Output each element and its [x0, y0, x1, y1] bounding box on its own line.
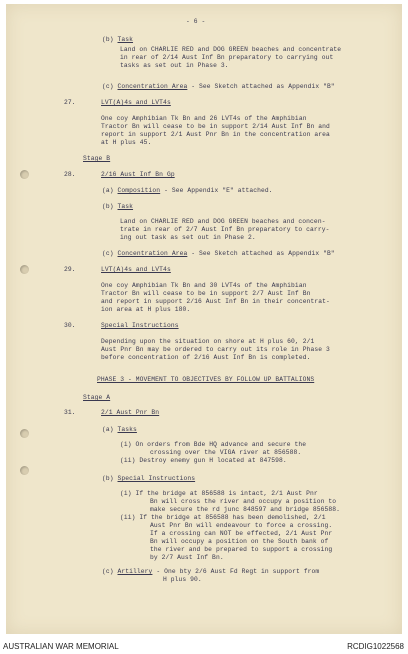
text-line-n30-l1: Depending upon the situation on shore at H plus 60, 2/1: [101, 338, 315, 345]
text-line-n30-head: Special Instructions: [101, 322, 179, 329]
text-line-n31-a: (a) Tasks: [102, 426, 137, 433]
text-line-n27: 27.: [64, 99, 76, 106]
footer-id: RCDIG1022568: [347, 642, 404, 651]
text-line-c-conc-area: (c) Concentration Area - See Sketch attached as Appendix "B": [102, 83, 335, 90]
text-line-n30-l2: Aust Pnr Bn may be ordered to carry out its role in Phase 3: [101, 346, 330, 353]
text-line-b-task-label: (b) Task: [102, 36, 134, 43]
text-line-n28-head: 2/16 Aust Inf Bn Gp: [101, 171, 175, 178]
text-line-n31-b-ii2: Aust Pnr Bn will endeavour to force a crossing.: [150, 522, 333, 529]
text-line-n31-c: (c) Artillery - One bty 2/6 Aust Fd Regt in support from: [102, 568, 320, 575]
text-line-n27-l4: at H plus 45.: [101, 139, 152, 146]
text-line-stage-a: Stage A: [83, 394, 111, 401]
text-line-n28-b-l2: trate in rear of 2/7 Aust Inf Bn preparatory to carry-: [120, 226, 330, 233]
text-line-n31-b-ii6: by 2/7 Aust Inf Bn.: [150, 554, 224, 561]
text-line-b-task-l1: Land on CHARLIE RED and DOG GREEN beaches and concentrate: [120, 46, 342, 53]
text-line-n31-b-ii: (ii) If the bridge at 856588 has been demolished, 2/1: [120, 514, 326, 521]
text-line-n28-a: (a) Composition - See Appendix "E" attached.: [102, 187, 273, 194]
text-line-n27-head: LVT(A)4s and LVT4s: [101, 99, 171, 106]
text-line-n31-a-i: (i) On orders from Bde HQ advance and secure the: [120, 441, 307, 448]
text-line-n29-l1: One coy Amphibian Tk Bn and 30 LVT4s of the Amphibian: [101, 282, 307, 289]
text-line-n28: 28.: [64, 171, 76, 178]
text-line-n28-c: (c) Concentration Area - See Sketch attached as Appendix "B": [102, 250, 335, 257]
text-line-n29: 29.: [64, 266, 76, 273]
text-line-n29-head: LVT(A)4s and LVT4s: [101, 266, 171, 273]
text-line-n31-a-i2: crossing over the VIGA river at 856588.: [150, 449, 302, 456]
text-line-n28-b: (b) Task: [102, 203, 134, 210]
text-line-n31-b-ii3: If a crossing can NOT be effected, 2/1 Aust Pnr: [150, 530, 333, 537]
text-line-n31-b-i2: Bn will cross the river and occupy a position to: [150, 498, 337, 505]
text-line-b-task-l3: tasks as set out in Phase 3.: [120, 62, 229, 69]
text-line-n27-l2: Tractor Bn will cease to be in support 2/14 Aust Inf Bn and: [101, 123, 330, 130]
punch-hole: [20, 170, 29, 179]
text-line-n31-b: (b) Special Instructions: [102, 475, 196, 482]
footer-source: AUSTRALIAN WAR MEMORIAL: [3, 642, 119, 651]
punch-hole: [20, 265, 29, 274]
text-line-n28-b-l3: ing out task as set out in Phase 2.: [120, 234, 256, 241]
text-line-n31-b-i3: make secure the rd junc 848597 and bridge 856588.: [150, 506, 341, 513]
text-line-n27-l3: report in support 2/1 Aust Pnr Bn in the concentration area: [101, 131, 330, 138]
text-line-stage-b: Stage B: [83, 155, 111, 162]
text-line-n29-l3: and report in support 2/16 Aust Inf Bn in their concentrat-: [101, 298, 330, 305]
text-line-n28-b-l1: Land on CHARLIE RED and DOG GREEN beaches and concen-: [120, 218, 326, 225]
text-line-n30-l3: before concentration of 2/16 Aust Inf Bn is completed.: [101, 354, 311, 361]
text-line-n29-l2: Tractor Bn will cease to be in support 2/7 Aust Inf Bn: [101, 290, 311, 297]
text-line-n31-b-i: (i) If the bridge at 856588 is intact, 2/1 Aust Pnr: [120, 490, 318, 497]
text-line-b-task-l2: in rear of 2/14 Aust Inf Bn preparatory to carrying out: [120, 54, 334, 61]
page-number: - 6 -: [186, 18, 206, 25]
text-line-n31-b-ii5: the river and be prepared to support a crossing: [150, 546, 333, 553]
text-line-n31-b-ii4: Bn will occupy a position on the South bank of: [150, 538, 329, 545]
text-line-n31-head: 2/1 Aust Pnr Bn: [101, 409, 160, 416]
text-line-n27-l1: One coy Amphibian Tk Bn and 26 LVT4s of the Amphibian: [101, 115, 307, 122]
punch-hole: [20, 429, 29, 438]
footer: [0, 638, 408, 654]
text-line-n31-a-ii: (ii) Destroy enemy gun H located at 847598.: [120, 457, 287, 464]
text-line-n29-l4: ion area at H plus 180.: [101, 306, 191, 313]
text-line-n31-c2: H plus 90.: [163, 576, 202, 583]
text-line-n30: 30.: [64, 322, 76, 329]
text-line-phase3: PHASE 3 - MOVEMENT TO OBJECTIVES BY FOLLOW UP BATTALIONS: [97, 376, 315, 383]
punch-hole: [20, 466, 29, 475]
text-line-n31: 31.: [64, 409, 76, 416]
